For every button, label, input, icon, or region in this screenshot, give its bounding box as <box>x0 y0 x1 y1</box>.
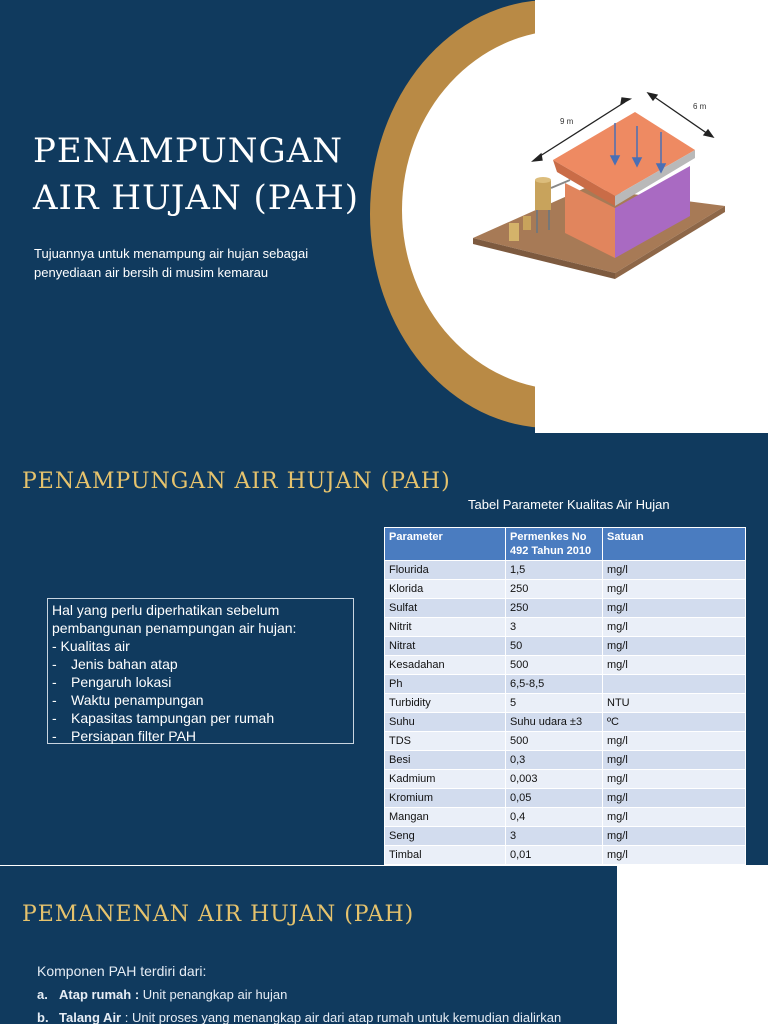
water-tank <box>535 180 551 210</box>
slide-title <box>0 0 768 433</box>
component-marker: b. <box>37 1010 49 1024</box>
table-cell: mg/l <box>603 827 746 846</box>
component-text: Unit penangkap air hujan <box>139 987 288 1002</box>
considerations-item: - Kapasitas tampungan per rumah <box>52 709 349 727</box>
table-cell: Kromium <box>385 789 506 808</box>
table-cell: 500 <box>506 732 603 751</box>
table-cell: Mangan <box>385 808 506 827</box>
table-cell: mg/l <box>603 656 746 675</box>
slide-parameters <box>0 433 768 865</box>
table-cell: mg/l <box>603 770 746 789</box>
dimension-length-label: 9 m <box>560 117 574 126</box>
dimension-width-label: 6 m <box>693 102 707 111</box>
table-cell: 0,003 <box>506 770 603 789</box>
table-body <box>385 561 746 865</box>
table-cell: Sulfat <box>385 599 506 618</box>
white-panel <box>617 866 768 1024</box>
table-header-cell: Permenkes No 492 Tahun 2010 <box>506 528 603 561</box>
house-rainwater-illustration <box>465 88 765 288</box>
table-cell: 0,3 <box>506 751 603 770</box>
table-row <box>385 618 746 637</box>
table-row <box>385 637 746 656</box>
table-cell: mg/l <box>603 561 746 580</box>
table-cell: 250 <box>506 580 603 599</box>
table-cell: ºC <box>603 713 746 732</box>
component-item <box>37 1010 561 1024</box>
table-row <box>385 846 746 865</box>
main-subtitle <box>34 244 334 282</box>
main-title-line-1: PENAMPUNGAN <box>33 131 343 171</box>
filter-tank <box>523 216 531 230</box>
table-cell: Kesadahan <box>385 656 506 675</box>
considerations-list <box>52 655 349 745</box>
table-row <box>385 580 746 599</box>
table-cell: mg/l <box>603 789 746 808</box>
table-cell: mg/l <box>603 599 746 618</box>
table-row <box>385 751 746 770</box>
table-header-row <box>385 528 746 561</box>
component-item <box>37 987 287 1002</box>
table-cell: 6,5-8,5 <box>506 675 603 694</box>
table-row <box>385 732 746 751</box>
table-cell: mg/l <box>603 751 746 770</box>
section-title: PEMANENAN AIR HUJAN (PAH) <box>22 902 415 927</box>
table-header-cell: Parameter <box>385 528 506 561</box>
table-row <box>385 561 746 580</box>
considerations-item: - Pengaruh lokasi <box>52 673 349 691</box>
table-cell: 500 <box>506 656 603 675</box>
components-intro: Komponen PAH terdiri dari: <box>37 963 207 979</box>
table-cell: mg/l <box>603 618 746 637</box>
table-row <box>385 770 746 789</box>
table-cell: 3 <box>506 618 603 637</box>
table-row <box>385 675 746 694</box>
table-row <box>385 599 746 618</box>
table-cell: TDS <box>385 732 506 751</box>
table-cell: Suhu <box>385 713 506 732</box>
component-label: Atap rumah : <box>59 987 140 1002</box>
considerations-item: - Jenis bahan atap <box>52 655 349 673</box>
table-cell: Timbal <box>385 846 506 865</box>
table-cell: mg/l <box>603 732 746 751</box>
component-label: Talang Air <box>59 1010 122 1024</box>
table-cell: NTU <box>603 694 746 713</box>
table-cell: Ph <box>385 675 506 694</box>
considerations-box <box>47 598 354 744</box>
table-cell <box>603 675 746 694</box>
parameter-table <box>384 527 746 865</box>
table-cell: 250 <box>506 599 603 618</box>
table-cell: 0,01 <box>506 846 603 865</box>
table-cell: 5 <box>506 694 603 713</box>
table-cell: mg/l <box>603 580 746 599</box>
table-cell: Seng <box>385 827 506 846</box>
component-text: : Unit proses yang menangkap air dari atap rumah untuk kemudian dialirkan <box>121 1010 562 1024</box>
considerations-intro-line-1: Hal yang perlu diperhatikan sebelum <box>52 602 280 618</box>
table-cell: 3 <box>506 827 603 846</box>
table-cell: Suhu udara ±3 <box>506 713 603 732</box>
storage-tank <box>509 223 519 241</box>
table-row <box>385 808 746 827</box>
subtitle-line-1: Tujuannya untuk menampung air hujan sebagai <box>34 246 309 261</box>
table-cell: Kadmium <box>385 770 506 789</box>
table-cell: Klorida <box>385 580 506 599</box>
table-cell: 1,5 <box>506 561 603 580</box>
table-cell: 50 <box>506 637 603 656</box>
table-row <box>385 789 746 808</box>
component-marker: a. <box>37 987 48 1002</box>
main-title <box>33 128 363 222</box>
table-caption: Tabel Parameter Kualitas Air Hujan <box>468 497 670 512</box>
considerations-item: - Waktu penampungan <box>52 691 349 709</box>
table-header-cell: Satuan <box>603 528 746 561</box>
slide-harvesting <box>0 866 768 1024</box>
table-cell: mg/l <box>603 846 746 865</box>
table-cell: Flourida <box>385 561 506 580</box>
table-cell: Nitrit <box>385 618 506 637</box>
table-cell: Besi <box>385 751 506 770</box>
table-cell: Turbidity <box>385 694 506 713</box>
main-title-line-2: AIR HUJAN (PAH) <box>33 178 360 218</box>
subtitle-line-2: penyediaan air bersih di musim kemarau <box>34 265 269 280</box>
table-row <box>385 827 746 846</box>
table-row <box>385 656 746 675</box>
table-cell: 0,4 <box>506 808 603 827</box>
table-cell: 0,05 <box>506 789 603 808</box>
considerations-item: - Persiapan filter PAH <box>52 727 349 745</box>
table-row <box>385 694 746 713</box>
considerations-intro-line-2: pembangunan penampungan air hujan: <box>52 620 297 636</box>
section-title: PENAMPUNGAN AIR HUJAN (PAH) <box>22 469 451 494</box>
table-cell: mg/l <box>603 808 746 827</box>
table-cell: Nitrat <box>385 637 506 656</box>
considerations-first: - Kualitas air <box>52 638 130 654</box>
table-cell: mg/l <box>603 637 746 656</box>
table-row <box>385 713 746 732</box>
